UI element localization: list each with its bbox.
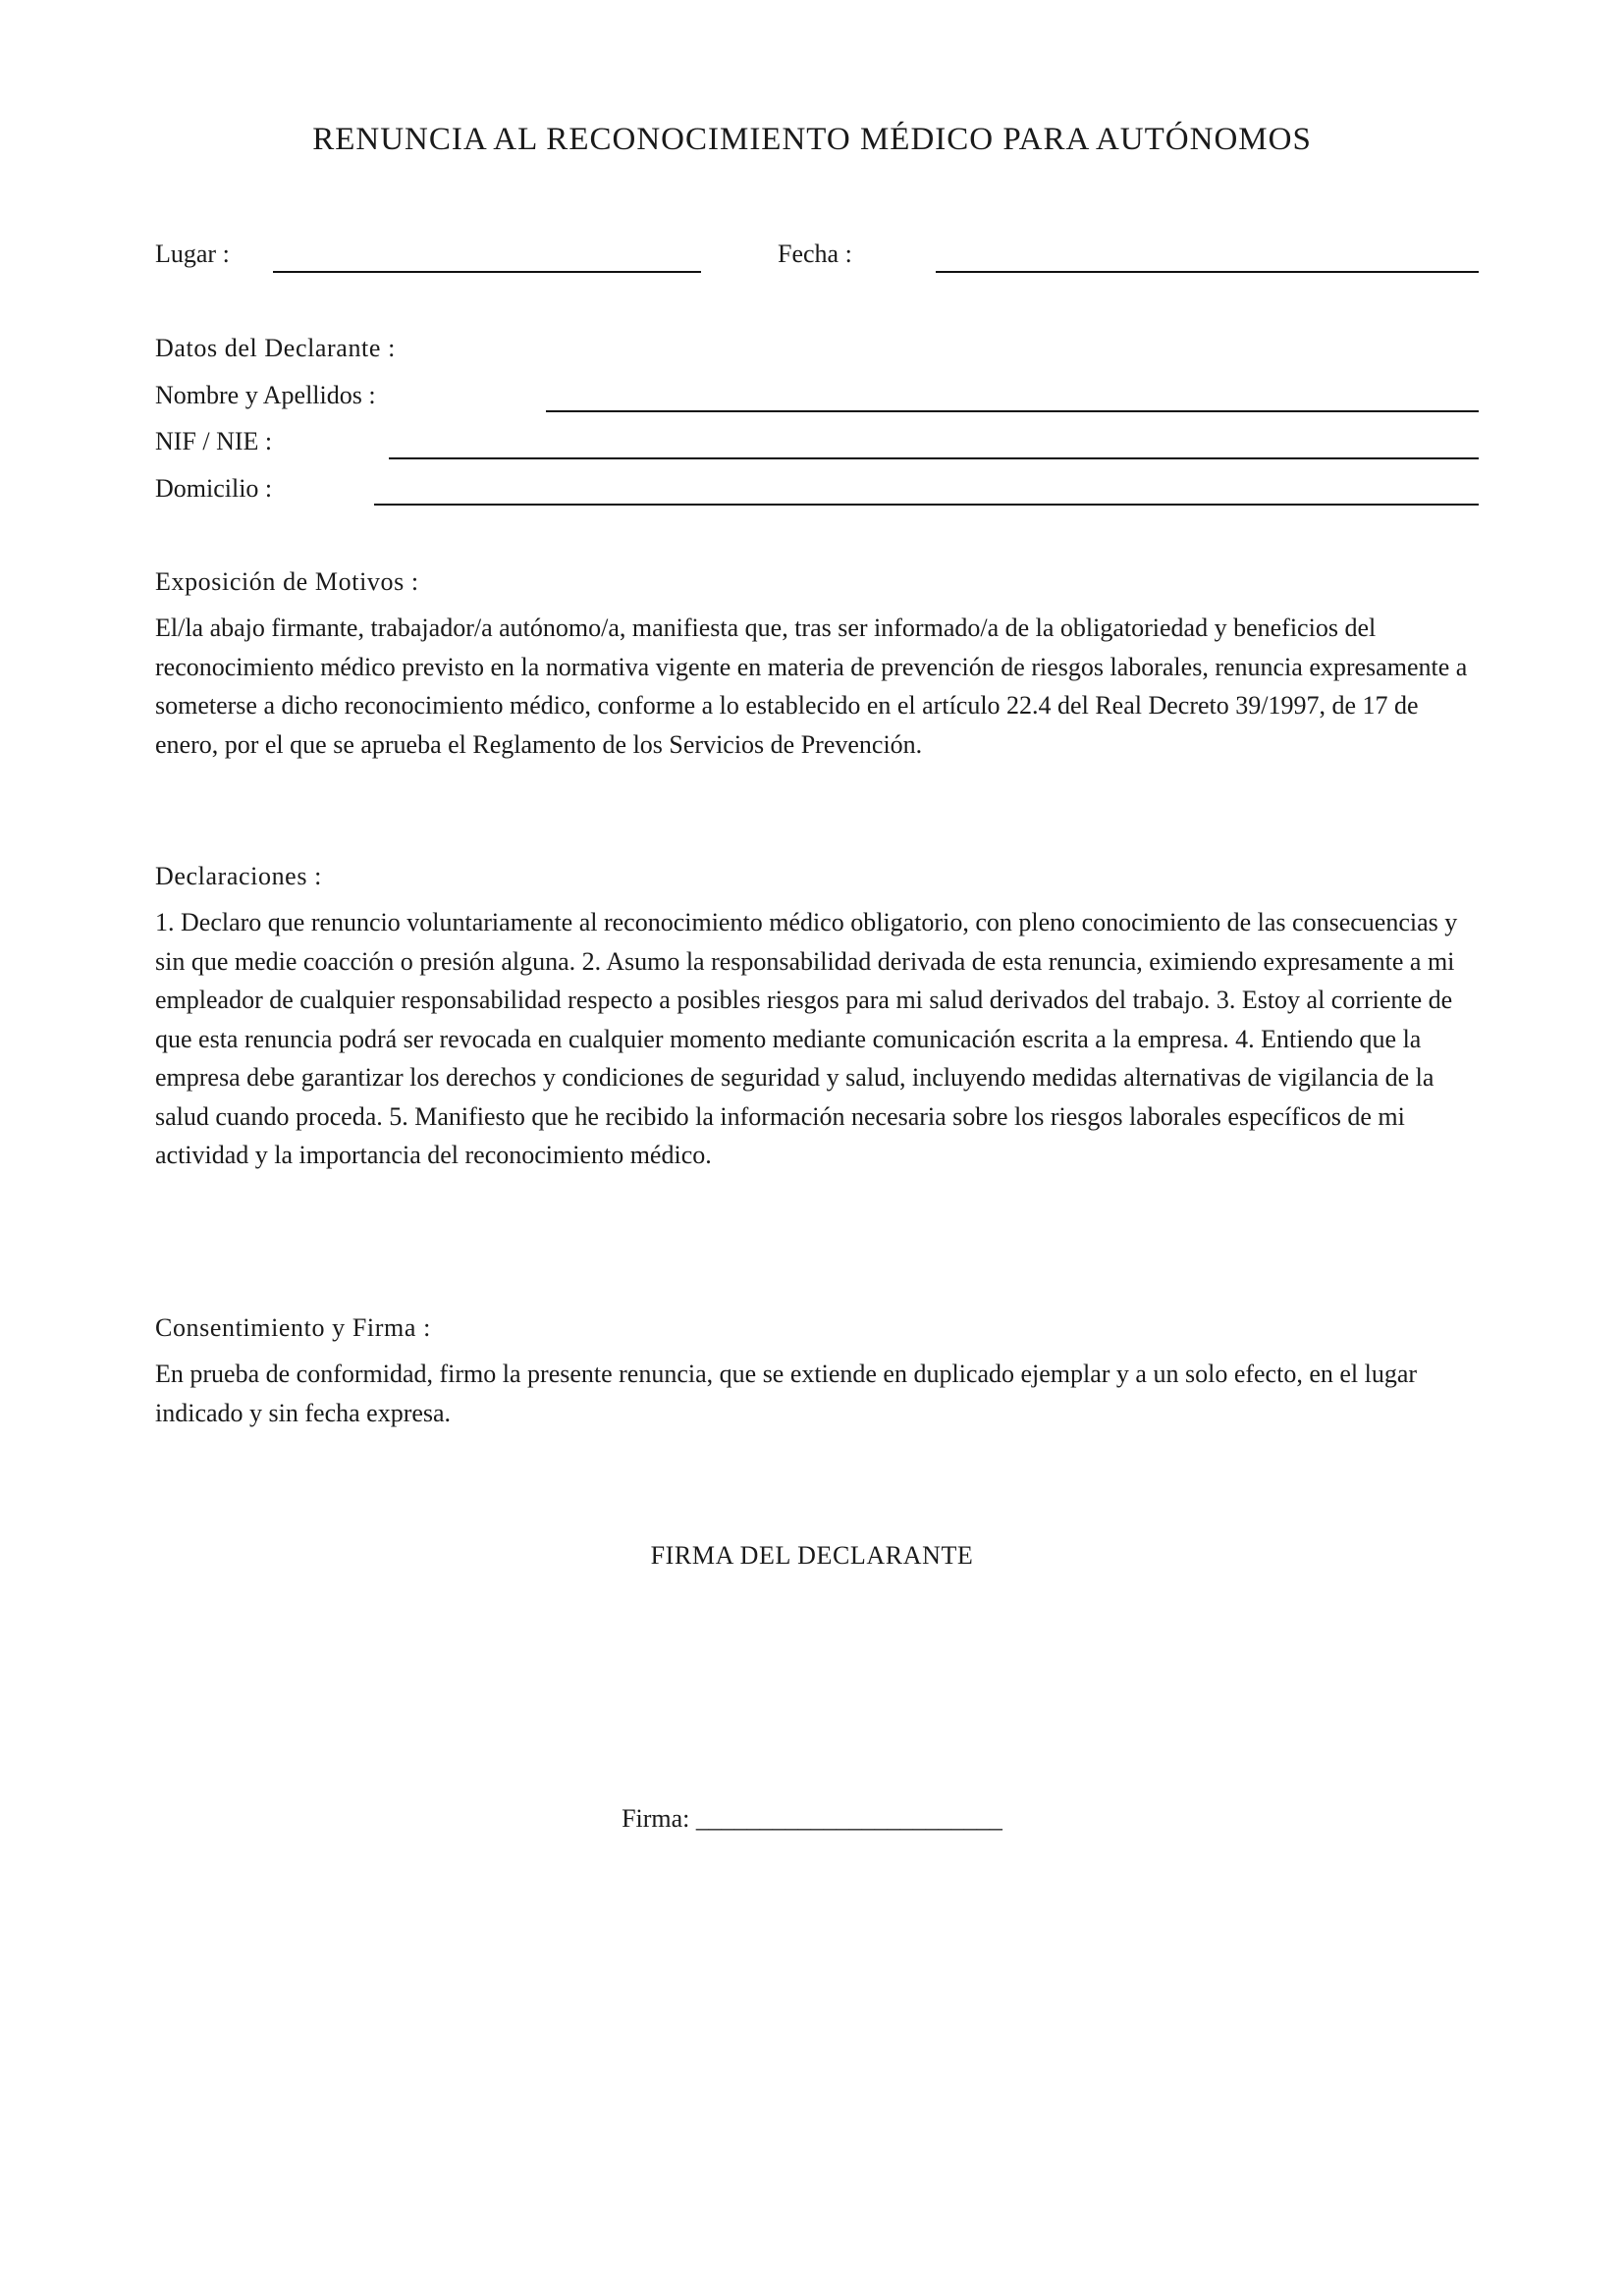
- declarante-heading: Datos del Declarante :: [155, 334, 396, 362]
- consentimiento-heading: Consentimiento y Firma :: [155, 1313, 431, 1342]
- firma-heading: FIRMA DEL DECLARANTE: [650, 1541, 974, 1570]
- nombre-label: Nombre y Apellidos :: [155, 381, 376, 409]
- declaraciones-text: 1. Declaro que renuncio voluntariamente al reconocimiento médico obligatorio, con pleno conocimiento de las consecuencias y sin que medie coacción o presión alguna. 2. Asumo la responsabilidad derivada de esta renuncia, eximiendo expresamente a mi empleador de cualquier responsabilidad respecto a posibles riesgos para mi salud derivados del trabajo. 3. Estoy al corriente de que esta renuncia podrá ser revocada en cualquier momento mediante comunicación escrita a la empresa. 4. Entiendo que la empresa debe garantizar los derechos y condiciones de seguridad y salud, incluyendo medidas alternativas de vigilancia de la salud cuando proceda. 5. Manifiesto que he recibido la información necesaria sobre los riesgos laborales específicos de mi actividad y la importancia del reconocimiento médico.: [155, 908, 1458, 1169]
- domicilio-label: Domicilio :: [155, 474, 273, 503]
- declaraciones-heading: Declaraciones :: [155, 862, 322, 890]
- document-title: RENUNCIA AL RECONOCIMIENTO MÉDICO PARA AUTÓNOMOS: [312, 122, 1312, 157]
- fecha-label: Fecha :: [778, 240, 852, 268]
- nombre-field-line[interactable]: [546, 410, 1479, 412]
- fecha-field-line[interactable]: [936, 271, 1479, 273]
- domicilio-field-line[interactable]: [374, 504, 1479, 506]
- nif-label: NIF / NIE :: [155, 427, 273, 455]
- nif-field-line[interactable]: [389, 457, 1479, 459]
- firma-line[interactable]: Firma: ________________________: [622, 1804, 1002, 1833]
- lugar-label: Lugar :: [155, 240, 230, 268]
- lugar-field-line[interactable]: [273, 271, 701, 273]
- exposicion-text: El/la abajo firmante, trabajador/a autónomo/a, manifiesta que, tras ser informado/a de la obligatoriedad y beneficios del reconocimiento médico previsto en la normativa vigente en materia de prevención de riesgos laborales, renuncia expresamente a someterse a dicho reconocimiento médico, conforme a lo establecido en el artículo 22.4 del Real Decreto 39/1997, de 17 de enero, por el que se aprueba el Reglamento de los Servicios de Prevención.: [155, 614, 1468, 759]
- consentimiento-text: En prueba de conformidad, firmo la presente renuncia, que se extiende en duplicado ejemplar y a un solo efecto, en el lugar indicado y sin fecha expresa.: [155, 1360, 1418, 1427]
- exposicion-heading: Exposición de Motivos :: [155, 567, 419, 596]
